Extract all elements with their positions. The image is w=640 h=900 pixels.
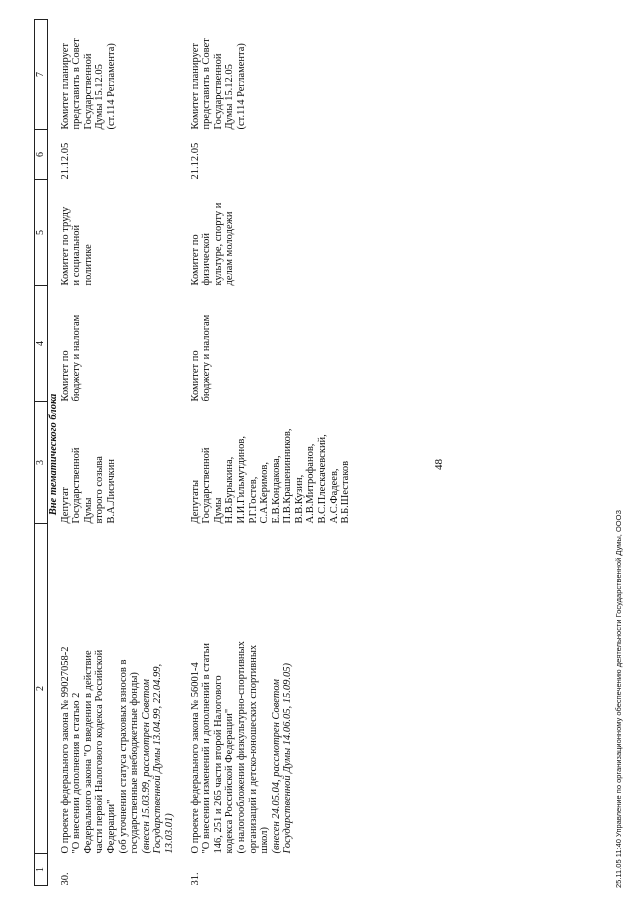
date-text: 21.12.05 xyxy=(59,142,71,180)
text-line: физической xyxy=(201,233,213,286)
text-line: Комитет планирует xyxy=(59,43,71,130)
section-row xyxy=(48,20,60,886)
text-line: (о налогообложении физкультурно-спортивных xyxy=(235,641,247,854)
text-line: второго созыва xyxy=(94,456,106,524)
text-line: Комитет по xyxy=(189,234,201,286)
text-line: Государственной xyxy=(201,447,213,524)
text-line: представить в Совет xyxy=(71,38,83,130)
footer-note: 25.11.05 11:40 Управление по организационному обеспечению деятельности Государственной Думы, ОООЗ xyxy=(614,509,623,888)
project-description xyxy=(190,524,352,854)
text-line: Государственной Думы 13.04.99, 22.04.99, xyxy=(152,663,164,854)
text-line: бюджету и налогам xyxy=(201,314,213,402)
remark xyxy=(60,20,176,130)
text-line: (ст.114 Регламента) xyxy=(105,43,117,130)
text-line: (ст.114 Регламента) xyxy=(235,43,247,130)
column-header: 4 xyxy=(35,286,48,402)
text-line: А.С.Фадеев, xyxy=(328,468,340,524)
text-line: О проекте федерального закона № 99027058-2 xyxy=(59,646,71,854)
project-description xyxy=(60,524,176,854)
text-line: Федерации" xyxy=(105,799,117,854)
text-line: "О внесении дополнения в статью 2 xyxy=(71,692,83,854)
row-spacer xyxy=(176,20,190,886)
agenda-table xyxy=(34,19,352,886)
column-header: 7 xyxy=(35,20,48,130)
text-line: В.Б.Шестаков xyxy=(340,460,352,524)
text-line: части первой Налогового кодекса Российской xyxy=(94,649,106,854)
section-title: Вне тематического блока xyxy=(48,393,59,516)
text-line: В.А.Лисичкин xyxy=(105,459,117,524)
co-committee xyxy=(60,180,176,286)
text-line: И.И.Гильмутдинов, xyxy=(235,436,247,524)
text-line: О проекте федерального закона № 56001-4 xyxy=(189,662,201,854)
text-line: 146, 251 и 265 части второй Налогового xyxy=(212,675,224,854)
text-line: Думы xyxy=(82,497,94,524)
text-line: делам молодежи xyxy=(224,211,236,286)
text-line: Государственной xyxy=(212,53,224,130)
text-line: культуре, спорту и xyxy=(212,202,224,286)
column-header: 1 xyxy=(35,854,48,886)
table-row xyxy=(190,20,352,886)
column-header: 6 xyxy=(35,130,48,180)
text-line: Думы 15.12.05 xyxy=(94,64,106,130)
text-line: (внесен 24.05.04, рассмотрен Советом xyxy=(270,679,282,854)
text-line: Р.Г.Гостев, xyxy=(247,476,259,524)
text-line: государственные внебюджетные фонды) xyxy=(129,672,141,854)
text-line: Государственной xyxy=(82,53,94,130)
column-header: 2 xyxy=(35,524,48,854)
row-number-text: 30. xyxy=(59,872,71,886)
text-line: Думы 15.12.05 xyxy=(224,64,236,130)
column-header: 5 xyxy=(35,180,48,286)
text-line: представить в Совет xyxy=(201,38,213,130)
text-line: (внесен 15.03.99, рассмотрен Советом xyxy=(140,679,152,854)
authors xyxy=(60,402,176,524)
text-line: Комитет планирует xyxy=(189,43,201,130)
spacer-cell xyxy=(176,20,190,886)
text-line: и социальной xyxy=(71,224,83,286)
text-line: Думы xyxy=(212,497,224,524)
text-line: Федерального закона "О введении в действие xyxy=(82,650,94,854)
text-line: П.В.Крашенинников, xyxy=(282,428,294,524)
text-line: Комитет по xyxy=(59,350,71,402)
remark xyxy=(190,20,352,130)
text-line: бюджету и налогам xyxy=(71,314,83,402)
date xyxy=(190,130,352,180)
responsible-committee xyxy=(60,286,176,402)
date xyxy=(60,130,176,180)
text-line: Депутат xyxy=(59,486,71,524)
text-line: А.В.Митрофанов, xyxy=(305,443,317,524)
responsible-committee xyxy=(190,286,352,402)
authors xyxy=(190,402,352,524)
text-line: кодекса Российской Федерации" xyxy=(224,708,236,854)
row-number xyxy=(190,854,352,886)
text-line: Комитет по труду xyxy=(59,206,71,286)
co-committee xyxy=(190,180,352,286)
row-number xyxy=(60,854,176,886)
date-text: 21.12.05 xyxy=(189,142,201,180)
text-line: Е.В.Кондакова, xyxy=(270,455,282,524)
text-line: Государственной xyxy=(71,447,83,524)
row-number-text: 31. xyxy=(189,872,201,886)
text-line: Н.В.Бурыкина, xyxy=(224,456,236,524)
text-line: Депутаты xyxy=(189,479,201,524)
page-number: 48 xyxy=(433,459,445,470)
text-line: политике xyxy=(82,244,94,286)
text-line: организаций и детско-юношеских спортивных xyxy=(247,644,259,854)
text-line: школ) xyxy=(259,826,271,854)
text-line: Комитет по xyxy=(189,350,201,402)
column-header: 3 xyxy=(35,402,48,524)
table-row xyxy=(60,20,176,886)
text-line: (об уточнении статуса страховых взносов в xyxy=(117,659,129,854)
text-line: С.А.Керимов, xyxy=(259,462,271,524)
text-line: Государственной Думы 14.06.05, 15.09.05) xyxy=(282,663,294,854)
column-number-header xyxy=(35,20,48,886)
text-line: 13.03.01) xyxy=(163,813,175,854)
text-line: "О внесении изменений и дополнений в статьи xyxy=(201,642,213,854)
text-line: В.В.Кузин, xyxy=(293,474,305,524)
text-line: В.С.Плескачевский, xyxy=(317,434,329,524)
